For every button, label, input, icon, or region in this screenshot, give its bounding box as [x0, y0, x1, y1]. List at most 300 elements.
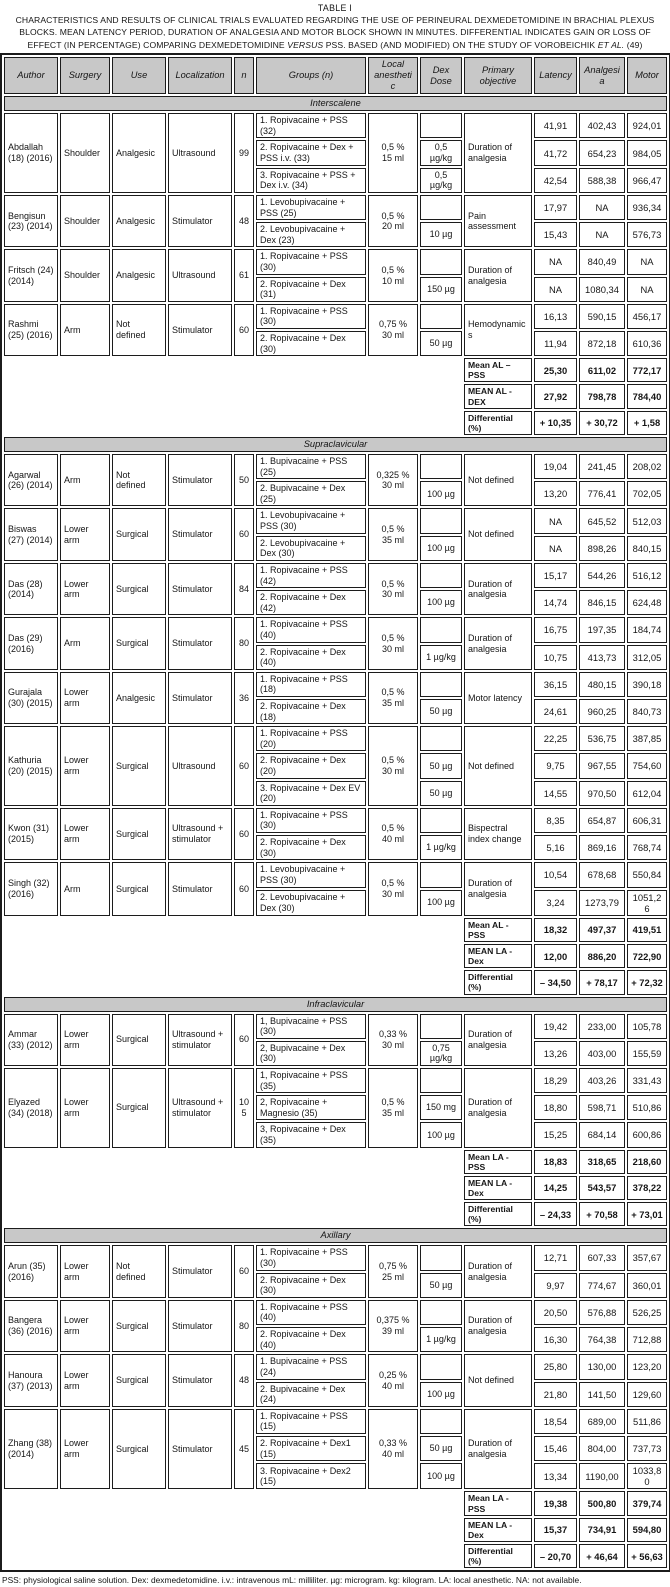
analgesia-cell: 967,55	[579, 753, 625, 778]
col-header-surgery: Surgery	[60, 57, 110, 94]
group-cell: 1. Bupivacaine + PSS (25)	[256, 454, 366, 479]
dex-dose-cell: 150 mg	[420, 1095, 462, 1120]
latency-cell: 18,54	[534, 1409, 577, 1434]
dex-dose-cell	[420, 1354, 462, 1379]
objective-cell: Duration of analgesia	[464, 563, 532, 615]
localization-cell: Ultrasound	[168, 113, 232, 193]
local-anesthetic-cell: 0,5 % 30 ml	[368, 563, 418, 615]
motor-cell: 606,31	[627, 808, 667, 833]
summary-row-supraclavicular-differential	[4, 970, 667, 994]
group-cell: 2. Levobupivacaine + Dex (30)	[256, 890, 366, 916]
summary-motor: + 56,63	[627, 1544, 667, 1568]
motor-cell: 600,86	[627, 1122, 667, 1147]
latency-cell: 9,75	[534, 753, 577, 778]
group-cell: 1. Ropivacaine + PSS (30)	[256, 304, 366, 329]
latency-cell: 11,94	[534, 331, 577, 356]
author-cell: Zhang (38) (2014)	[4, 1409, 58, 1490]
dex-dose-cell	[420, 1245, 462, 1270]
summary-row-interscalene-mean-al-pss	[4, 358, 667, 382]
analgesia-cell: 241,45	[579, 454, 625, 479]
dex-dose-cell: 0,5 µg/kg	[420, 140, 462, 165]
author-cell: Arun (35) (2016)	[4, 1245, 58, 1297]
motor-cell: 511,86	[627, 1409, 667, 1434]
table-caption	[8, 14, 662, 51]
author-cell: Hanoura (37) (2013)	[4, 1354, 58, 1406]
author-cell: Biswas (27) (2014)	[4, 508, 58, 560]
motor-cell: 123,20	[627, 1354, 667, 1379]
motor-cell: 360,01	[627, 1273, 667, 1298]
n-cell: 60	[234, 862, 254, 915]
dex-dose-cell: 50 µg	[420, 699, 462, 724]
summary-latency: 27,92	[534, 384, 577, 408]
summary-filler	[4, 970, 462, 994]
use-cell: Analgesic	[112, 195, 166, 247]
use-cell: Surgical	[112, 808, 166, 860]
motor-cell: 610,36	[627, 331, 667, 356]
surgery-cell: Shoulder	[60, 249, 110, 301]
dex-dose-cell: 100 µg	[420, 890, 462, 916]
author-cell: Ammar (33) (2012)	[4, 1014, 58, 1066]
localization-cell: Ultrasound	[168, 249, 232, 301]
group-cell: 1. Ropivacaine + PSS (40)	[256, 1300, 366, 1325]
localization-cell: Stimulator	[168, 1409, 232, 1490]
local-anesthetic-cell: 0,5 % 30 ml	[368, 726, 418, 806]
group-cell: 2. Ropivacaine + Dex (18)	[256, 699, 366, 724]
analgesia-cell: 1080,34	[579, 277, 625, 302]
n-cell: 60	[234, 508, 254, 560]
objective-cell: Pain assessment	[464, 195, 532, 247]
summary-row-axillary-differential	[4, 1544, 667, 1568]
group-cell: 1. Bupivacaine + PSS (24)	[256, 1354, 366, 1379]
group-cell: 2. Levobupivacaine + Dex (23)	[256, 222, 366, 247]
use-cell: Surgical	[112, 1068, 166, 1148]
col-header-localization: Localization	[168, 57, 232, 94]
summary-motor: + 73,01	[627, 1202, 667, 1226]
dex-dose-cell: 50 µg	[420, 1273, 462, 1298]
surgery-cell: Shoulder	[60, 195, 110, 247]
summary-filler	[4, 358, 462, 382]
caption-versus-italic: VERSUS	[287, 39, 324, 50]
summary-row-interscalene-differential	[4, 411, 667, 435]
analgesia-cell: 645,52	[579, 508, 625, 533]
analgesia-cell: 1190,00	[579, 1463, 625, 1489]
n-cell: 45	[234, 1409, 254, 1490]
n-cell: 36	[234, 672, 254, 724]
study-row-kathuria-20-2015-g1	[4, 726, 667, 751]
analgesia-cell: 869,16	[579, 835, 625, 860]
motor-cell: 768,74	[627, 835, 667, 860]
objective-cell: Not defined	[464, 1354, 532, 1406]
local-anesthetic-cell: 0,5 % 35 ml	[368, 508, 418, 560]
local-anesthetic-cell: 0,5 % 15 ml	[368, 113, 418, 193]
author-cell: Bengisun (23) (2014)	[4, 195, 58, 247]
motor-cell: 737,73	[627, 1436, 667, 1461]
dex-dose-cell: 10 µg	[420, 222, 462, 247]
local-anesthetic-cell: 0,5 % 35 ml	[368, 672, 418, 724]
study-row-kwon-31-2015-g1	[4, 808, 667, 833]
motor-cell: 1033,80	[627, 1463, 667, 1489]
localization-cell: Stimulator	[168, 195, 232, 247]
n-cell: 105	[234, 1068, 254, 1148]
analgesia-cell: NA	[579, 222, 625, 247]
dex-dose-cell: 1 µg/kg	[420, 645, 462, 670]
motor-cell: 331,43	[627, 1068, 667, 1093]
table-title-block	[0, 0, 670, 53]
analgesia-cell: 960,25	[579, 699, 625, 724]
local-anesthetic-cell: 0,375 % 39 ml	[368, 1300, 418, 1352]
surgery-cell: Arm	[60, 304, 110, 356]
dex-dose-cell	[420, 1068, 462, 1093]
analgesia-cell: 588,38	[579, 168, 625, 193]
group-cell: 1. Ropivacaine + PSS (32)	[256, 113, 366, 138]
latency-cell: 41,72	[534, 140, 577, 165]
local-anesthetic-cell: 0,5 % 30 ml	[368, 617, 418, 669]
summary-analgesia: 886,20	[579, 944, 625, 968]
summary-label: Mean AL – PSS	[464, 358, 532, 382]
use-cell: Surgical	[112, 1409, 166, 1490]
surgery-cell: Shoulder	[60, 113, 110, 193]
summary-analgesia: + 78,17	[579, 970, 625, 994]
group-cell: 1. Ropivacaine + PSS (20)	[256, 726, 366, 751]
latency-cell: 14,55	[534, 781, 577, 806]
study-row-fritsch-24-2014-g1	[4, 249, 667, 274]
n-cell: 60	[234, 1245, 254, 1297]
summary-filler	[4, 1202, 462, 1226]
summary-motor: 772,17	[627, 358, 667, 382]
motor-cell: 840,15	[627, 536, 667, 561]
n-cell: 80	[234, 617, 254, 669]
group-cell: 2. Ropivacaine + Dex (30)	[256, 1273, 366, 1298]
study-row-bengisun-23-2014-g1	[4, 195, 667, 220]
local-anesthetic-cell: 0,5 % 30 ml	[368, 862, 418, 915]
author-cell: Gurajala (30) (2015)	[4, 672, 58, 724]
dex-dose-cell	[420, 617, 462, 642]
objective-cell: Hemodynamics	[464, 304, 532, 356]
col-header-local-anesthetic: Local anesthetic	[368, 57, 418, 94]
summary-motor: 419,51	[627, 918, 667, 942]
motor-cell: 184,74	[627, 617, 667, 642]
caption-etal-italic: ET AL.	[597, 39, 625, 50]
analgesia-cell: 598,71	[579, 1095, 625, 1120]
dex-dose-cell: 0,75 µg/kg	[420, 1041, 462, 1066]
summary-label: Mean LA - PSS	[464, 1150, 532, 1174]
group-cell: 3. Ropivacaine + Dex2 (15)	[256, 1463, 366, 1489]
col-header-groups-n: Groups (n)	[256, 57, 366, 94]
motor-cell: 984,05	[627, 140, 667, 165]
section-header-infraclavicular: Infraclavicular	[4, 997, 667, 1012]
n-cell: 60	[234, 808, 254, 860]
objective-cell: Duration of analgesia	[464, 113, 532, 193]
analgesia-cell: 402,43	[579, 113, 625, 138]
author-cell: Abdallah (18) (2016)	[4, 113, 58, 193]
surgery-cell: Lower arm	[60, 1245, 110, 1297]
group-cell: 1. Levobupivacaine + PSS (25)	[256, 195, 366, 220]
motor-cell: 550,84	[627, 862, 667, 887]
localization-cell: Ultrasound	[168, 726, 232, 806]
latency-cell: 10,75	[534, 645, 577, 670]
table-label: TABLE I	[317, 3, 353, 13]
analgesia-cell: 130,00	[579, 1354, 625, 1379]
group-cell: 1. Ropivacaine + PSS (15)	[256, 1409, 366, 1434]
dex-dose-cell	[420, 1014, 462, 1039]
col-header-primary-objective: Primary objective	[464, 57, 532, 94]
summary-latency: – 34,50	[534, 970, 577, 994]
latency-cell: 18,80	[534, 1095, 577, 1120]
latency-cell: 22,25	[534, 726, 577, 751]
author-cell: Agarwal (26) (2014)	[4, 454, 58, 506]
group-cell: 2. Ropivacaine + Dex (40)	[256, 1327, 366, 1352]
summary-label: MEAN AL - DEX	[464, 384, 532, 408]
summary-motor: 218,60	[627, 1150, 667, 1174]
latency-cell: 16,13	[534, 304, 577, 329]
summary-filler	[4, 1176, 462, 1200]
summary-latency: 19,38	[534, 1491, 577, 1515]
study-row-biswas-27-2014-g1	[4, 508, 667, 533]
summary-label: Differential (%)	[464, 970, 532, 994]
objective-cell: Not defined	[464, 726, 532, 806]
group-cell: 2. Ropivacaine + Dex (20)	[256, 753, 366, 778]
latency-cell: NA	[534, 508, 577, 533]
summary-latency: 18,83	[534, 1150, 577, 1174]
summary-analgesia: 611,02	[579, 358, 625, 382]
objective-cell: Duration of analgesia	[464, 1245, 532, 1297]
localization-cell: Stimulator	[168, 862, 232, 915]
summary-latency: 25,30	[534, 358, 577, 382]
summary-row-infraclavicular-mean-la-pss	[4, 1150, 667, 1174]
use-cell: Analgesic	[112, 113, 166, 193]
motor-cell: 576,73	[627, 222, 667, 247]
local-anesthetic-cell: 0,5 % 40 ml	[368, 808, 418, 860]
localization-cell: Stimulator	[168, 563, 232, 615]
summary-motor: 722,90	[627, 944, 667, 968]
n-cell: 60	[234, 1014, 254, 1066]
motor-cell: 966,47	[627, 168, 667, 193]
motor-cell: 526,25	[627, 1300, 667, 1325]
study-row-bangera-36-2016-g1	[4, 1300, 667, 1325]
use-cell: Surgical	[112, 1354, 166, 1406]
section-header-axillary: Axillary	[4, 1228, 667, 1243]
motor-cell: 387,85	[627, 726, 667, 751]
localization-cell: Stimulator	[168, 617, 232, 669]
latency-cell: 16,75	[534, 617, 577, 642]
group-cell: 1. Ropivacaine + PSS (30)	[256, 1245, 366, 1270]
n-cell: 50	[234, 454, 254, 506]
motor-cell: NA	[627, 249, 667, 274]
objective-cell: Duration of analgesia	[464, 862, 532, 915]
analgesia-cell: 654,23	[579, 140, 625, 165]
col-header-latency: Latency	[534, 57, 577, 94]
latency-cell: 18,29	[534, 1068, 577, 1093]
section-row-supraclavicular	[4, 437, 667, 452]
analgesia-cell: 197,35	[579, 617, 625, 642]
study-row-elyazed-34-2018-g1	[4, 1068, 667, 1093]
motor-cell: 510,86	[627, 1095, 667, 1120]
analgesia-cell: 607,33	[579, 1245, 625, 1270]
analgesia-cell: 840,49	[579, 249, 625, 274]
section-row-axillary	[4, 1228, 667, 1243]
localization-cell: Stimulator	[168, 1245, 232, 1297]
column-header-row	[4, 57, 667, 94]
summary-latency: + 10,35	[534, 411, 577, 435]
analgesia-cell: NA	[579, 195, 625, 220]
motor-cell: 155,59	[627, 1041, 667, 1066]
dex-dose-cell	[420, 563, 462, 588]
study-row-agarwal-26-2014-g1	[4, 454, 667, 479]
surgery-cell: Lower arm	[60, 672, 110, 724]
author-cell: Das (28) (2014)	[4, 563, 58, 615]
dex-dose-cell	[420, 726, 462, 751]
dex-dose-cell	[420, 195, 462, 220]
n-cell: 84	[234, 563, 254, 615]
objective-cell: Duration of analgesia	[464, 1068, 532, 1148]
summary-label: Differential (%)	[464, 1544, 532, 1568]
latency-cell: 15,25	[534, 1122, 577, 1147]
motor-cell: NA	[627, 277, 667, 302]
summary-row-supraclavicular-mean-al-pss	[4, 918, 667, 942]
latency-cell: 8,35	[534, 808, 577, 833]
analgesia-cell: 654,87	[579, 808, 625, 833]
n-cell: 48	[234, 195, 254, 247]
analgesia-cell: 898,26	[579, 536, 625, 561]
col-header-use: Use	[112, 57, 166, 94]
local-anesthetic-cell: 0,75 % 30 ml	[368, 304, 418, 356]
analgesia-cell: 590,15	[579, 304, 625, 329]
group-cell: 2. Ropivacaine + Dex (30)	[256, 835, 366, 860]
analgesia-cell: 774,67	[579, 1273, 625, 1298]
summary-analgesia: + 30,72	[579, 411, 625, 435]
summary-latency: – 20,70	[534, 1544, 577, 1568]
caption-text-1: CHARACTERISTICS AND RESULTS OF CLINICAL TRIALS EVALUATED REGARDING THE USE OF PERINEURAL DEXMEDETOMIDINE IN BRACHIAL PLEXUS BLOCKS. MEAN LATENCY PERIOD, DURATION OF ANALGESIA AND MOTOR BLOCK SHOWN IN MINUTES. DIFFERENTIAL INDICATES GAIN OR LOSS OF EFFECT (IN PERCENTAGE) COMPARING DEXMEDETOMIDINE	[15, 15, 655, 50]
summary-motor: 784,40	[627, 384, 667, 408]
analgesia-cell: 678,68	[579, 862, 625, 887]
group-cell: 1, Bupivacaine + PSS (30)	[256, 1014, 366, 1039]
n-cell: 60	[234, 726, 254, 806]
author-cell: Kathuria (20) (2015)	[4, 726, 58, 806]
surgery-cell: Lower arm	[60, 1354, 110, 1406]
latency-cell: 3,24	[534, 890, 577, 916]
group-cell: 2. Ropivacaine + Dex (31)	[256, 277, 366, 302]
section-row-interscalene	[4, 96, 667, 111]
latency-cell: 42,54	[534, 168, 577, 193]
study-row-gurajala-30-2015-g1	[4, 672, 667, 697]
group-cell: 2, Bupivacaine + Dex (30)	[256, 1041, 366, 1066]
trials-table	[0, 53, 670, 1572]
summary-latency: 14,25	[534, 1176, 577, 1200]
localization-cell: Stimulator	[168, 1300, 232, 1352]
surgery-cell: Lower arm	[60, 808, 110, 860]
summary-label: MEAN LA - Dex	[464, 1518, 532, 1542]
author-cell: Rashmi (25) (2016)	[4, 304, 58, 356]
local-anesthetic-cell: 0,5 % 10 ml	[368, 249, 418, 301]
section-header-supraclavicular: Supraclavicular	[4, 437, 667, 452]
group-cell: 1, Ropivacaine + PSS (35)	[256, 1068, 366, 1093]
local-anesthetic-cell: 0,75 % 25 ml	[368, 1245, 418, 1297]
dex-dose-cell	[420, 113, 462, 138]
summary-filler	[4, 411, 462, 435]
abbreviations-footnote: PSS: physiological saline solution. Dex: dexmedetomidine. i.v.: intravenous mL: milliliter. µg: microgram. kg: kilogram. LA: local anesthetic. NA: not available.	[2, 1575, 582, 1586]
summary-row-axillary-mean-la-pss	[4, 1491, 667, 1515]
analgesia-cell: 1273,79	[579, 890, 625, 916]
group-cell: 2. Levobupivacaine + Dex (30)	[256, 536, 366, 561]
study-row-zhang-38-2014-g1	[4, 1409, 667, 1434]
dex-dose-cell: 1 µg/kg	[420, 835, 462, 860]
latency-cell: NA	[534, 536, 577, 561]
latency-cell: 13,20	[534, 481, 577, 506]
group-cell: 2. Ropivacaine + Dex + PSS i.v. (33)	[256, 140, 366, 165]
summary-latency: – 24,33	[534, 1202, 577, 1226]
dex-dose-cell	[420, 672, 462, 697]
local-anesthetic-cell: 0,25 % 40 ml	[368, 1354, 418, 1406]
group-cell: 1. Ropivacaine + PSS (30)	[256, 249, 366, 274]
motor-cell: 624,48	[627, 590, 667, 615]
surgery-cell: Lower arm	[60, 1014, 110, 1066]
latency-cell: 20,50	[534, 1300, 577, 1325]
analgesia-cell: 576,88	[579, 1300, 625, 1325]
latency-cell: 12,71	[534, 1245, 577, 1270]
localization-cell: Stimulator	[168, 454, 232, 506]
author-cell: Kwon (31) (2015)	[4, 808, 58, 860]
group-cell: 1. Ropivacaine + PSS (18)	[256, 672, 366, 697]
use-cell: Analgesic	[112, 249, 166, 301]
summary-latency: 12,00	[534, 944, 577, 968]
dex-dose-cell: 100 µg	[420, 590, 462, 615]
group-cell: 1. Levobupivacaine + PSS (30)	[256, 862, 366, 887]
summary-filler	[4, 384, 462, 408]
dex-dose-cell	[420, 862, 462, 887]
latency-cell: 10,54	[534, 862, 577, 887]
dex-dose-cell: 50 µg	[420, 781, 462, 806]
motor-cell: 105,78	[627, 1014, 667, 1039]
summary-row-axillary-mean-la-dex	[4, 1518, 667, 1542]
group-cell: 3, Ropivacaine + Dex (35)	[256, 1122, 366, 1147]
localization-cell: Stimulator	[168, 1354, 232, 1406]
summary-analgesia: + 70,58	[579, 1202, 625, 1226]
latency-cell: 19,42	[534, 1014, 577, 1039]
group-cell: 1. Ropivacaine + PSS (40)	[256, 617, 366, 642]
summary-row-infraclavicular-differential	[4, 1202, 667, 1226]
summary-row-interscalene-mean-al-dex	[4, 384, 667, 408]
latency-cell: NA	[534, 249, 577, 274]
col-header-author: Author	[4, 57, 58, 94]
n-cell: 99	[234, 113, 254, 193]
summary-filler	[4, 1518, 462, 1542]
motor-cell: 936,34	[627, 195, 667, 220]
latency-cell: NA	[534, 277, 577, 302]
n-cell: 60	[234, 304, 254, 356]
local-anesthetic-cell: 0,33 % 40 ml	[368, 1409, 418, 1490]
analgesia-cell: 689,00	[579, 1409, 625, 1434]
surgery-cell: Lower arm	[60, 1409, 110, 1490]
use-cell: Not defined	[112, 304, 166, 356]
analgesia-cell: 684,14	[579, 1122, 625, 1147]
analgesia-cell: 872,18	[579, 331, 625, 356]
dex-dose-cell: 150 µg	[420, 277, 462, 302]
dex-dose-cell	[420, 249, 462, 274]
latency-cell: 14,74	[534, 590, 577, 615]
objective-cell: Duration of analgesia	[464, 249, 532, 301]
localization-cell: Ultrasound + stimulator	[168, 1068, 232, 1148]
col-header-dex-dose: Dex Dose	[420, 57, 462, 94]
use-cell: Surgical	[112, 1014, 166, 1066]
analgesia-cell: 544,26	[579, 563, 625, 588]
summary-analgesia: 543,57	[579, 1176, 625, 1200]
summary-filler	[4, 918, 462, 942]
motor-cell: 312,05	[627, 645, 667, 670]
objective-cell: Motor latency	[464, 672, 532, 724]
summary-analgesia: + 46,64	[579, 1544, 625, 1568]
section-row-infraclavicular	[4, 997, 667, 1012]
motor-cell: 702,05	[627, 481, 667, 506]
